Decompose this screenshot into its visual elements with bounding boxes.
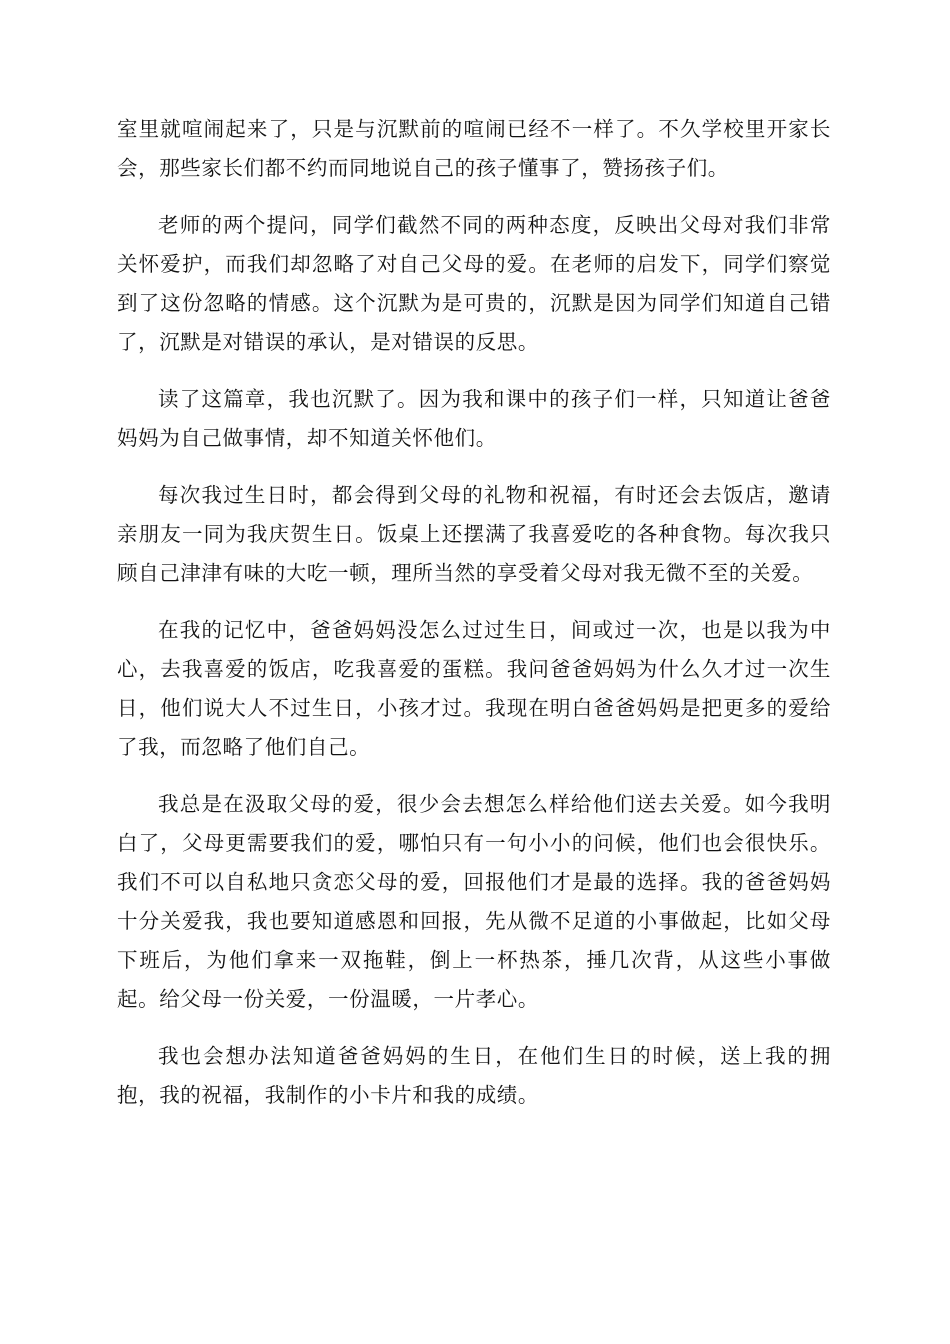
paragraph: 在我的记忆中，爸爸妈妈没怎么过过生日，间或过一次，也是以我为中心，去我喜爱的饭店，吃我喜爱的蛋糕。我问爸爸妈妈为什么久才过一次生日，他们说大人不过生日，小孩才过。我现在明白爸爸妈妈是把更多的爱给了我，而忽略了他们自己。 [117, 618, 831, 759]
paragraph: 老师的两个提问，同学们截然不同的两种态度，反映出父母对我们非常关怀爱护，而我们却忽略了对自己父母的爱。在老师的启发下，同学们察觉到了这份忽略的情感。这个沉默为是可贵的，沉默是因为同学们知道自己错了，沉默是对错误的承认，是对错误的反思。 [117, 213, 831, 354]
document-body [117, 110, 831, 1133]
paragraph: 每次我过生日时，都会得到父母的礼物和祝福，有时还会去饭店，邀请亲朋友一同为我庆贺生日。饭桌上还摆满了我喜爱吃的各种食物。每次我只顾自己津津有味的大吃一顿，理所当然的享受着父母对我无微不至的关爱。 [117, 483, 831, 585]
paragraph-continuation: 室里就喧闹起来了，只是与沉默前的喧闹已经不一样了。不久学校里开家长会，那些家长们都不约而同地说自己的孩子懂事了，赞扬孩子们。 [117, 117, 831, 180]
paragraph: 读了这篇章，我也沉默了。因为我和课中的孩子们一样，只知道让爸爸妈妈为自己做事情，却不知道关怀他们。 [117, 387, 831, 450]
paragraph: 我总是在汲取父母的爱，很少会去想怎么样给他们送去关爱。如今我明白了，父母更需要我们的爱，哪怕只有一句小小的问候，他们也会很快乐。我们不可以自私地只贪恋父母的爱，回报他们才是最的选择。我的爸爸妈妈十分关爱我，我也要知道感恩和回报，先从微不足道的小事做起，比如父母下班后，为他们拿来一双拖鞋，倒上一杯热茶，捶几次背，从这些小事做起。给父母一份关爱，一份温暖，一片孝心。 [117, 792, 831, 1011]
paragraph: 我也会想办法知道爸爸妈妈的生日，在他们生日的时候，送上我的拥抱，我的祝福，我制作的小卡片和我的成绩。 [117, 1044, 831, 1107]
